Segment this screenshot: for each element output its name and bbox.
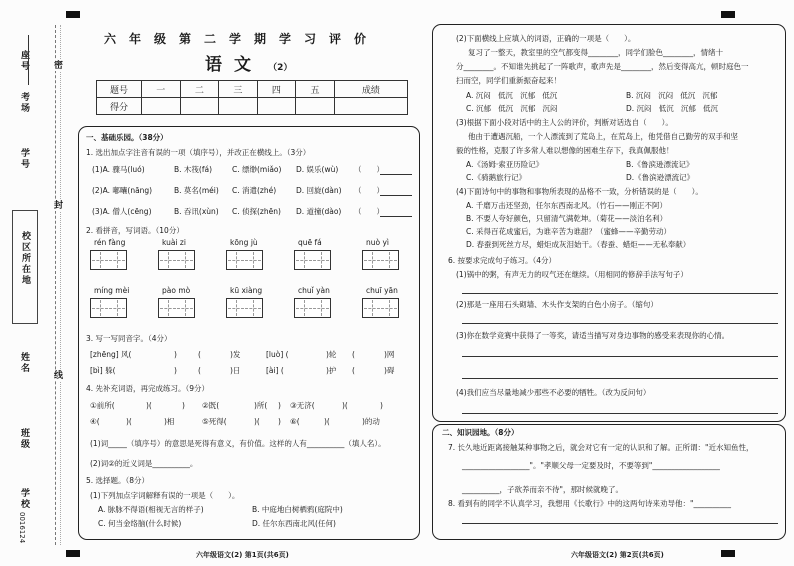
score-input[interactable] — [296, 98, 335, 115]
character-writing-box[interactable] — [226, 298, 246, 318]
pinyin-label: kōng jù — [230, 238, 258, 247]
q3-item: )日 — [230, 366, 241, 375]
code-label: 0016124 — [18, 512, 26, 544]
q5-4-stem: (4)下面诗句中的事物和事物所表现的品格不一致，分析错误的是（ ）。 — [456, 187, 703, 196]
q5-2-option-b — [626, 91, 717, 101]
grid-guide — [364, 260, 380, 261]
character-writing-box[interactable] — [176, 250, 195, 270]
q5-4-option-d: D. 春蚕到死丝方尽，蜡炬成灰泪始干。（春蚕、蜡炬——无私奉献） — [466, 240, 691, 249]
class-label: 班级 — [19, 428, 29, 450]
q5-2-word: 沉闷 — [658, 91, 674, 100]
q5-option-d: D. 任尔东西南北风(任何) — [252, 519, 336, 528]
q4-item: ) — [182, 401, 185, 410]
q1-correction-line[interactable] — [380, 216, 412, 217]
q5-3-passage-2: 毅的性格，克服了许多常人难以想像的困难生存下，我真佩服他！ — [456, 146, 674, 155]
q3-item: )网 — [384, 350, 395, 359]
q1-stem: 1. 选出加点字注音有误的一项（填序号），并改正在横线上。（3分） — [86, 148, 311, 157]
grid-guide — [228, 260, 244, 261]
q5-3-passage-1: 他由于遭遇沉船，一个人漂流到了荒岛上，在荒岛上，他凭借自己勤劳的双手和坚 — [468, 132, 738, 141]
q4-item: ③无济( — [290, 401, 315, 410]
q4-item: )的动 — [362, 417, 380, 426]
q5-2-passage-1: 复习了一整天，教室里的空气都变得________，同学们脸色________，情绪十 — [468, 48, 723, 57]
q3-item: ( — [352, 350, 355, 359]
q5-stem: 5. 选择题。（8分） — [86, 476, 150, 485]
pinyin-label: míng mèi — [94, 286, 130, 295]
character-writing-box[interactable] — [294, 298, 314, 318]
character-writing-box[interactable] — [108, 298, 127, 318]
grid-guide — [313, 308, 329, 309]
subject-name: 语文 — [205, 55, 263, 75]
q6-sentence-3: (3)你在数学竞赛中获得了一等奖，请适当描写对身边事物的感受来表现你的心情。 — [456, 331, 730, 340]
q1-correction-line[interactable] — [380, 195, 412, 196]
q5-3-option-b: B.《鲁滨逊漂流记》 — [626, 160, 694, 169]
q5-2-option-d — [626, 104, 718, 114]
q3-item: ) — [174, 366, 177, 375]
seal-char: 密 — [52, 60, 62, 71]
score-cell: 五 — [296, 81, 335, 98]
q3-item: ) — [174, 350, 177, 359]
q5-2-word: 沉郁 — [520, 91, 536, 100]
q5-3-stem: (3)根据下面小段对话中的主人公的评价，判断对话选自（ ）。 — [456, 118, 673, 127]
grid-guide — [177, 260, 193, 261]
score-cell: 二 — [180, 81, 219, 98]
character-writing-box[interactable] — [244, 298, 263, 318]
pinyin-label: chuǐ yàn — [298, 286, 330, 295]
q5-2-word: A. 沉闷 — [466, 91, 491, 100]
seal-char-2: 封 — [52, 200, 62, 211]
grid-guide — [296, 260, 312, 261]
grid-guide — [92, 260, 108, 261]
q6-sentence-1: (1)锅中的粥，有声无力的叹气还在继续。（用相同的修辞手法写句子） — [456, 270, 688, 279]
q5-2-word: 沉郁 — [520, 104, 536, 113]
q1-option: B. 莫名(méi) — [174, 186, 219, 195]
q4-item: )( — [254, 417, 260, 426]
q5-option-b: B. 中庭地白树栖鸦(庭院中) — [252, 505, 343, 514]
grid-guide — [245, 260, 261, 261]
pinyin-label: pào mò — [162, 286, 191, 295]
q1-option: D. 娱乐(wù) — [296, 165, 339, 174]
q6-answer-line-2[interactable] — [462, 323, 778, 324]
character-writing-box[interactable] — [158, 298, 178, 318]
q3-item: [zhēng] 风( — [90, 350, 132, 359]
student-no-label: 学号 — [19, 148, 29, 170]
character-writing-box[interactable] — [362, 250, 382, 270]
score-input[interactable] — [219, 98, 258, 115]
character-writing-box[interactable] — [90, 298, 110, 318]
grid-guide — [160, 308, 176, 309]
q4-item: ) — [278, 401, 281, 410]
score-table — [96, 80, 408, 115]
q3-item: )护 — [326, 366, 337, 375]
name-label: 姓名 — [19, 352, 29, 374]
q6-answer-line-3[interactable] — [462, 356, 778, 357]
registration-mark-top-left — [66, 11, 80, 18]
q5-2-option-a — [466, 91, 557, 101]
q1-answer-paren[interactable]: （ ） — [354, 165, 384, 174]
q5-2-word: 低沉 — [658, 104, 674, 113]
grid-guide — [364, 308, 380, 309]
school-label: 学校 — [19, 488, 29, 510]
q4-item: )( — [324, 417, 330, 426]
q3-item: [luò] ( — [266, 350, 289, 359]
character-writing-box[interactable] — [108, 250, 127, 270]
pinyin-label: chuī yān — [366, 286, 398, 295]
seal-line — [55, 25, 56, 545]
seal-line-inner — [60, 25, 61, 545]
q3-item: )发 — [230, 350, 241, 359]
q6-answer-line-1[interactable] — [462, 293, 778, 294]
q6-stem: 6. 按要求完成句子练习。（4分） — [448, 256, 557, 265]
q3-item: ( — [198, 350, 201, 359]
q3-item: ( — [198, 366, 201, 375]
q5-2-word: 低沉 — [498, 104, 514, 113]
registration-mark-bottom-right — [721, 550, 735, 557]
q2-stem: 2. 看拼音，写词语。（10分） — [86, 226, 184, 235]
q4-item: )( — [342, 401, 348, 410]
q4-item: ②既( — [202, 401, 220, 410]
line-char: 线 — [52, 370, 62, 381]
q5-2-word: 低沉 — [542, 91, 558, 100]
pinyin-label: kuài zi — [162, 238, 186, 247]
q6-answer-line-3b[interactable] — [462, 378, 778, 379]
q5-2-passage-3: 扫而空，同学们重新振奋起来！ — [456, 76, 561, 85]
q4-item: )相 — [164, 417, 175, 426]
score-input[interactable] — [180, 98, 219, 115]
character-writing-box[interactable] — [380, 250, 399, 270]
seat-no-label: 座号 — [19, 50, 29, 72]
q5-2-word: C. 沉郁 — [466, 104, 492, 113]
character-writing-box[interactable] — [312, 250, 331, 270]
q5-2-word: 低沉 — [680, 91, 696, 100]
character-writing-box[interactable] — [176, 298, 195, 318]
q1-option: B. 吞讯(xùn) — [174, 207, 219, 216]
score-input[interactable] — [334, 98, 407, 115]
grid-guide — [160, 260, 176, 261]
q3-stem: 3. 写一写同音字。（4分） — [86, 334, 172, 343]
q1-option: D. 道撞(dào) — [296, 207, 342, 216]
pinyin-label: quē fá — [298, 238, 322, 247]
pinyin-label: nuò yì — [366, 238, 390, 247]
q7-line-1: 7. 长久地近距离接触某种事物之后，就会对它有一定的认识和了解。正所谓："近水知鱼性， — [448, 443, 754, 452]
exam-title: 六年级第二学期学习评价 — [104, 32, 380, 46]
score-cell: 得分 — [97, 98, 142, 115]
q5-2-word: 沉郁 — [702, 91, 718, 100]
score-cell: 题号 — [97, 81, 142, 98]
q1-option: B. 木筏(fá) — [174, 165, 213, 174]
q1-option: D. 回旋(dàn) — [296, 186, 342, 195]
registration-mark-bottom-left — [66, 550, 80, 557]
q5-2-word: 沉郁 — [680, 104, 696, 113]
score-table-header-row — [97, 81, 408, 98]
q4-stem: 4. 先补充词语，再完成练习。（9分） — [86, 384, 210, 393]
q3-item: ( — [352, 366, 355, 375]
q5-2-option-c — [466, 104, 557, 114]
q5-2-stem: (2)下面横线上应填入的词语，正确的一项是（ ）。 — [456, 34, 636, 43]
grid-guide — [313, 260, 329, 261]
q1-option: (2)A. 嘟囔(nāng) — [92, 186, 153, 195]
grid-guide — [109, 260, 125, 261]
q4-sub2: (2)词②的近义词是__________。 — [90, 459, 198, 468]
score-table-value-row — [97, 98, 408, 115]
q6-sentence-4: (4)我们应当尽量地减少那些不必要的牺牲。（改为反问句） — [456, 388, 651, 397]
q1-correction-line[interactable] — [380, 174, 412, 175]
q5-2-passage-2: 分________。不知谁先挑起了一阵歌声，歌声先是________，然后变得高亢，顿时庭色一 — [456, 62, 749, 71]
score-input[interactable] — [142, 98, 181, 115]
q4-item: ) — [278, 417, 281, 426]
character-writing-box[interactable] — [244, 250, 263, 270]
q4-item: ) — [380, 401, 383, 410]
q1-option: C. 缥缈(miǎo) — [232, 165, 282, 174]
q6-answer-line-4[interactable] — [462, 413, 778, 414]
q4-item: )所( — [254, 401, 268, 410]
q5-3-option-d: D.《鲁滨逊漂流记》 — [626, 173, 695, 182]
character-writing-box[interactable] — [226, 250, 246, 270]
q5-4-option-a: A. 千磨万击还坚劲，任尔东西南北风。（竹石——刚正不阿） — [466, 201, 668, 210]
pinyin-label: rén fàng — [94, 238, 126, 247]
q4-sub1: (1)词_____（填序号）的意思是死得有意义，有价值。这样的人有__________（填人名）。 — [90, 439, 386, 448]
character-writing-box[interactable] — [158, 250, 178, 270]
score-input[interactable] — [257, 98, 296, 115]
q5-sub1: (1)下列加点字词解释有误的一项是（ ）。 — [90, 491, 240, 500]
grid-guide — [228, 308, 244, 309]
q5-2-word: 低沉 — [497, 91, 513, 100]
q3-item: )碍 — [384, 366, 395, 375]
exam-room-label: 考场 — [19, 92, 29, 114]
q7-line-3: __________，子欲养而亲不待"，那时候就晚了。 — [462, 485, 623, 494]
score-cell: 四 — [257, 81, 296, 98]
q5-2-word: 低沉 — [703, 104, 719, 113]
pinyin-label: kū xiàng — [230, 286, 263, 295]
q1-answer-paren[interactable]: （ ） — [354, 186, 384, 195]
q4-item: ④( — [90, 417, 100, 426]
q8-line-1: 8. 看到有的同学不认真学习，我想用《长歌行》中的这两句诗来劝导他："__________ — [448, 499, 731, 508]
q4-item: )( — [126, 417, 132, 426]
grid-guide — [381, 308, 397, 309]
q3-item: )轮 — [326, 350, 337, 359]
q5-2-word: D. 沉闷 — [626, 104, 652, 113]
q1-option: (1)A. 骤马(luó) — [92, 165, 145, 174]
school-area-label: 校区所在地 — [20, 231, 30, 286]
q6-sentence-2: (2)那是一座用石头砌墙、木头作支架的白色小房子。（缩句） — [456, 300, 658, 309]
score-cell: 一 — [142, 81, 181, 98]
school-area-box — [12, 210, 38, 324]
subject-heading — [205, 50, 292, 75]
q8-answer-line[interactable] — [462, 523, 778, 524]
registration-mark-top-right — [721, 11, 735, 18]
seat-no-line — [28, 35, 29, 85]
grid-guide — [296, 308, 312, 309]
q4-item: ⑥( — [290, 417, 300, 426]
q7-line-2: __________________"。"孝顺父母一定要及时，不要等到"__________________ — [462, 461, 720, 470]
grid-guide — [109, 308, 125, 309]
q5-option-a: A. 脉脉不得语(相视无言的样子) — [98, 505, 204, 514]
q5-3-option-c: C.《骑鹅旅行记》 — [466, 173, 527, 182]
q5-4-option-c: C. 采得百花成蜜后，为谁辛苦为谁甜？（蜜蜂——辛勤劳动） — [466, 227, 672, 236]
q1-option: C. 消遣(zhé) — [232, 186, 277, 195]
footer-page-2: 六年级语文(2) 第2页(共6页) — [571, 551, 664, 559]
grid-guide — [245, 308, 261, 309]
score-cell: 三 — [219, 81, 258, 98]
character-writing-box[interactable] — [312, 298, 331, 318]
q4-item: ①前所( — [90, 401, 115, 410]
q5-2-word: B. 沉闷 — [626, 91, 651, 100]
section1-title: 一、基础乐园。（38分） — [86, 133, 168, 142]
q3-item: [bì] 躲( — [90, 366, 116, 375]
q5-3-option-a: A.《汤姆·索亚历险记》 — [466, 160, 544, 169]
q5-4-option-b: B. 不要人夸好颜色，只留清气满乾坤。（菊花——淡泊名利） — [466, 214, 668, 223]
grid-guide — [177, 308, 193, 309]
q4-item: )( — [146, 401, 152, 410]
section2-title: 二、知识园地。（8分） — [442, 428, 519, 437]
grid-guide — [381, 260, 397, 261]
subject-edition: （2） — [268, 63, 293, 73]
q5-2-word: 沉闷 — [542, 104, 558, 113]
character-writing-box[interactable] — [90, 250, 110, 270]
score-cell: 成绩 — [334, 81, 407, 98]
character-writing-box[interactable] — [362, 298, 382, 318]
q5-option-c: C. 何当金络脑(什么时候) — [98, 519, 182, 528]
character-writing-box[interactable] — [294, 250, 314, 270]
q4-item: ⑤死得( — [202, 417, 227, 426]
q3-item: [ài] ( — [266, 366, 284, 375]
q1-option: (3)A. 僧人(cēng) — [92, 207, 152, 216]
q1-option: C. 侦探(zhēn) — [232, 207, 281, 216]
footer-page-1: 六年级语文(2) 第1页(共6页) — [196, 551, 289, 559]
character-writing-box[interactable] — [380, 298, 399, 318]
grid-guide — [92, 308, 108, 309]
q1-answer-paren[interactable]: （ ） — [354, 207, 384, 216]
